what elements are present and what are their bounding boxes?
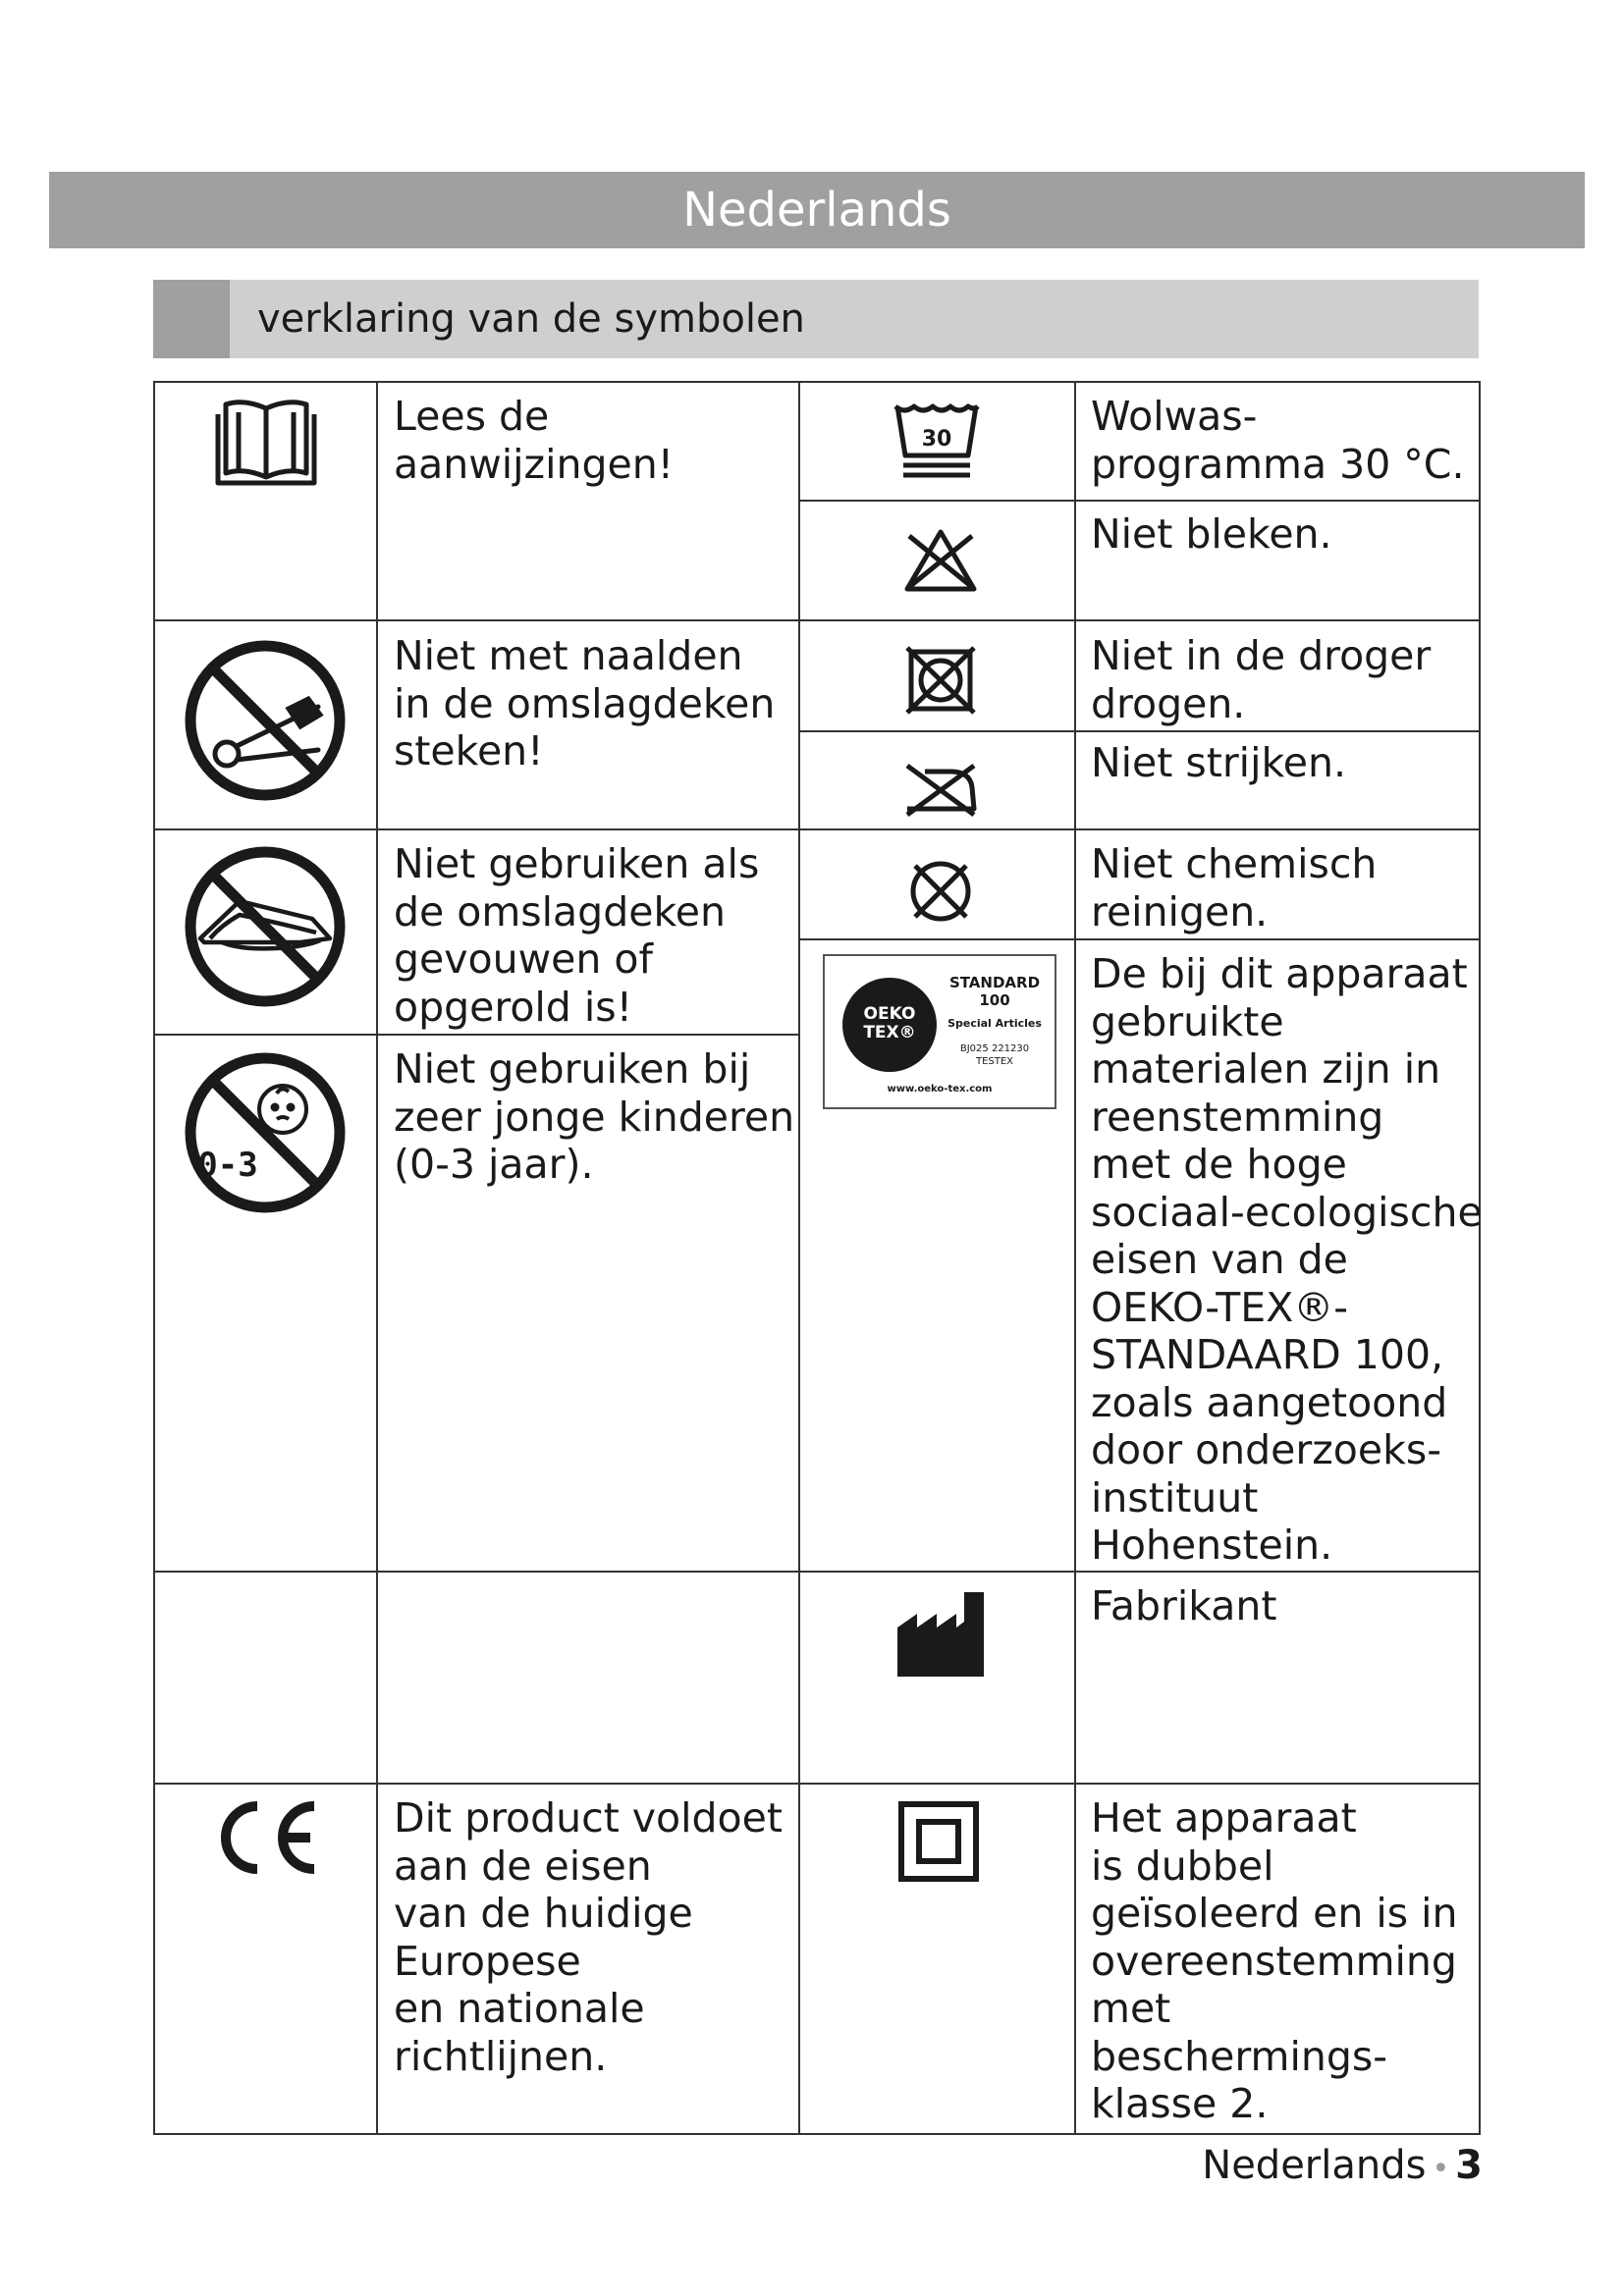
manufacturer-text: Fabrikant <box>1091 1582 1277 1629</box>
wash-30-icon <box>892 400 982 485</box>
double-insulated-text: Het apparaat is dubbel geïsoleerd en is in overeenstemming met beschermings- klasse 2. <box>1091 1794 1458 2127</box>
section-accent <box>153 280 230 358</box>
double-insulation-icon <box>897 1800 980 1883</box>
oeko-tex-logo: OEKO TEX® <box>842 978 937 1072</box>
no-folded-use-text: Niet gebruiken als de omslagdeken gevouwen of opgerold is! <box>394 840 760 1031</box>
no-tumble-dry-icon <box>903 646 978 715</box>
ce-conformity-text: Dit product voldoet aan de eisen van de huidige Europese en nationale richtlijnen. <box>394 1794 783 2080</box>
read-instructions-text: Lees de aanwijzingen! <box>394 393 675 488</box>
no-iron-icon <box>901 758 980 817</box>
children-age-label: 0-3 <box>197 1146 258 1185</box>
footer-language: Nederlands <box>1202 2143 1427 2188</box>
no-young-children-text: Niet gebruiken bij zeer jonge kinderen (0-3 jaar). <box>394 1045 795 1188</box>
oeko-test-code: BJ025 221230 TESTEX <box>959 1043 1030 1067</box>
footer-separator: • <box>1432 2152 1450 2186</box>
no-young-children-icon <box>183 1050 348 1215</box>
oeko-url: www.oeko-tex.com <box>887 1084 993 1095</box>
no-dry-clean-icon <box>905 856 976 927</box>
oeko-special-articles: Special Articles <box>947 1017 1042 1030</box>
page-number: 3 <box>1455 2143 1483 2188</box>
no-folded-blanket-icon <box>183 844 348 1009</box>
book-icon <box>212 395 320 489</box>
no-bleach-text: Niet bleken. <box>1091 510 1332 558</box>
wool-wash-text: Wolwas- programma 30 °C. <box>1091 393 1465 488</box>
language-header: Nederlands <box>49 172 1585 248</box>
no-safety-pin-icon <box>183 638 348 803</box>
no-dry-clean-text: Niet chemisch reinigen. <box>1091 840 1378 935</box>
oeko-tex-label-icon <box>823 954 1056 1109</box>
oeko-standard-label: STANDARD 100 <box>948 974 1041 1009</box>
section-title: verklaring van de symbolen <box>257 296 805 342</box>
no-needles-text: Niet met naalden in de omslagdeken steken! <box>394 632 776 774</box>
wash-temperature: 30 <box>921 427 952 452</box>
ce-mark-icon <box>208 1798 322 1877</box>
no-tumble-dry-text: Niet in de droger drogen. <box>1091 632 1432 727</box>
section-header <box>153 280 1479 358</box>
page-footer <box>1202 2138 1483 2197</box>
no-bleach-icon <box>901 526 980 595</box>
manufacturer-icon <box>893 1588 988 1679</box>
symbol-table <box>153 381 1481 2135</box>
oeko-tex-text: De bij dit apparaat gebruikte materialen zijn in reenstemming met de hoge sociaal-ecologische eisen van de OEKO-TEX®- STANDAARD 100, zoals aangetoond door onderzoeks- instituut Hohenstein. <box>1091 950 1483 1569</box>
no-iron-text: Niet strijken. <box>1091 739 1346 786</box>
